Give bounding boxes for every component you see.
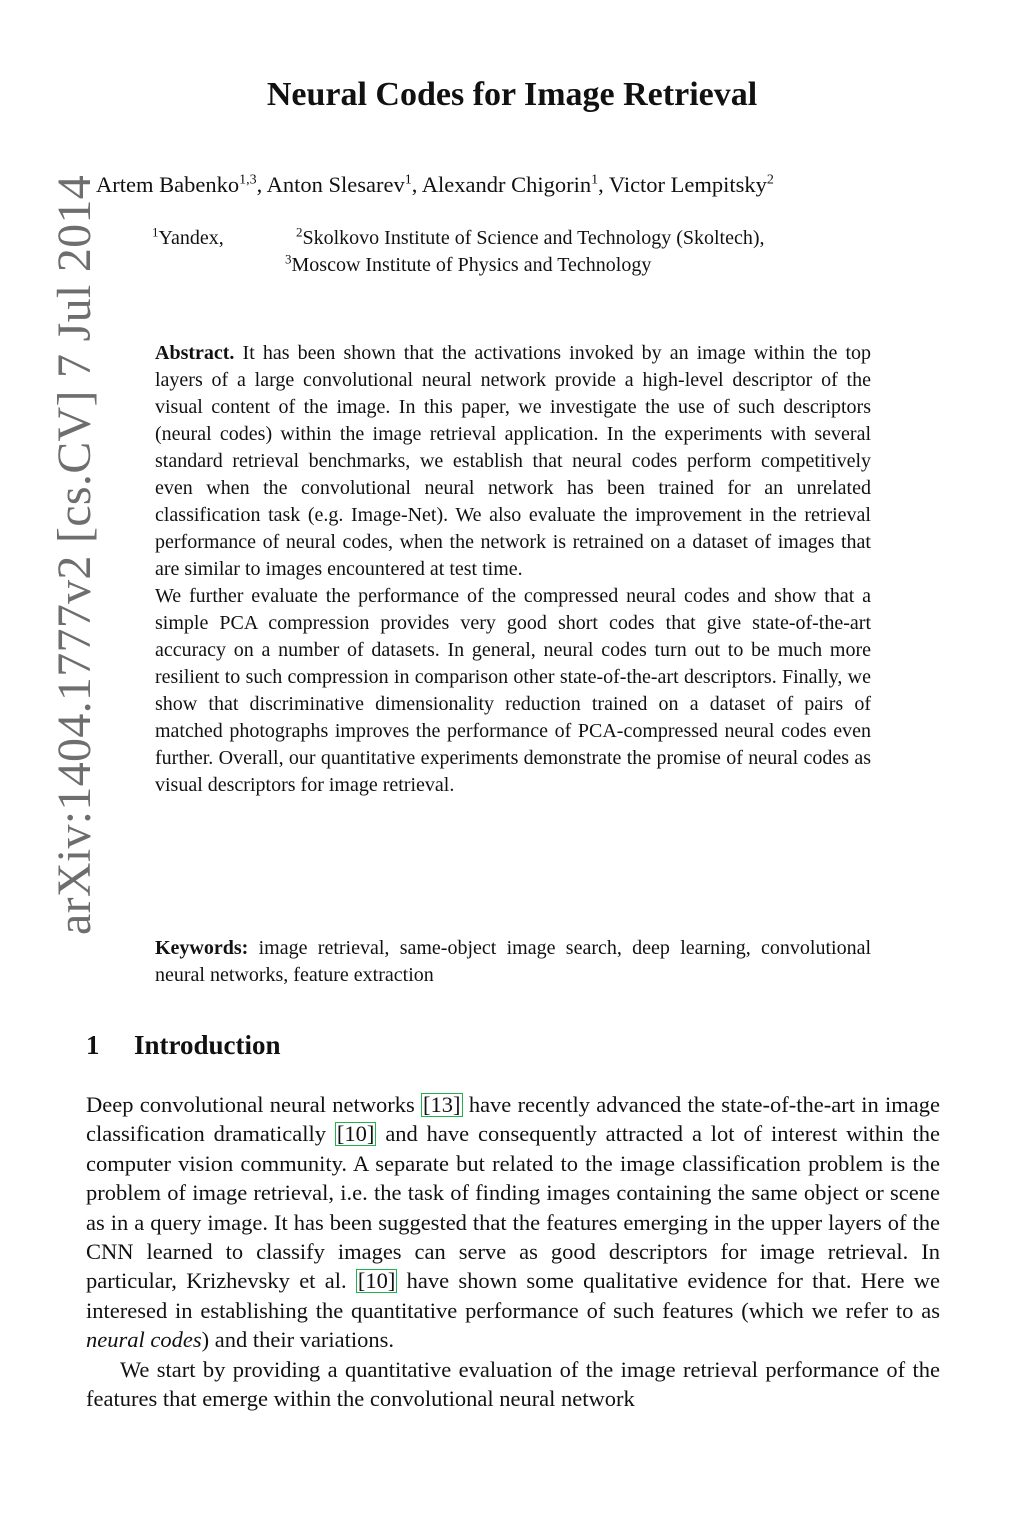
emphasis-term: neural codes <box>86 1327 202 1353</box>
section-heading <box>86 1030 281 1061</box>
keywords <box>155 935 871 989</box>
citation-link[interactable]: [10] <box>357 1268 396 1294</box>
affiliation-mark: 3 <box>285 251 292 267</box>
abstract <box>155 340 871 799</box>
body-text-run: have recently advanced the state-of-the-art in image classification dramatically <box>86 1092 941 1147</box>
author-name: Victor Lempitsky <box>608 172 767 197</box>
affiliation-yandex <box>152 224 224 250</box>
author-name: Anton Slesarev <box>266 172 405 197</box>
abstract-text: It has been shown that the activations invoked by an image within the top layers of a large convolutional neural network provide a high-level descriptor of the visual content of the image. In this paper, we investigate the use of such descriptors (neural codes) within the image retrieval application. In the experiments with several standard retrieval benchmarks, we establish that neural codes perform competitively even when the convolutional neural network has been trained for an unrelated classification task (e.g. Image-Net). We also evaluate the improvement in the retrieval performance of neural codes, when the network is retrained on a dataset of images that are similar to images encountered at test time. <box>155 342 872 580</box>
citation-link[interactable]: [13] <box>423 1092 461 1117</box>
keywords-label: Keywords: <box>155 937 249 959</box>
affiliation-skoltech <box>296 224 765 250</box>
introduction-body <box>86 1090 940 1413</box>
arxiv-identifier: arXiv:1404.1777v2 [cs.CV] 7 Jul 2014 <box>48 174 101 935</box>
section-title: Introduction <box>134 1030 281 1060</box>
author-affiliation-mark: 2 <box>766 172 774 188</box>
body-text-run: and have consequently attracted a lot of interest within the computer vision community. A separate but related to the image classification problem is the problem of image retrieval, i.e. the task of finding images containing the same object or scene as in a query image. It has been suggested that the features emerging in the upper layers of the CNN learned to classify images can serve as good descriptors for image retrieval. In particular, Krizhevsky et al. <box>86 1121 941 1294</box>
affiliation-text: Moscow Institute of Physics and Technology <box>291 254 652 276</box>
body-paragraph <box>86 1090 940 1355</box>
affiliation-text: Skolkovo Institute of Science and Technology (Skoltech), <box>302 227 765 249</box>
keywords-text: image retrieval, same-object image search, deep learning, convolutional neural networks, feature extraction <box>155 937 872 986</box>
section-number: 1 <box>86 1030 100 1060</box>
body-text-run: ) and their variations. <box>201 1327 395 1353</box>
affiliation-mark: 1 <box>152 224 159 240</box>
body-text-run: have shown some qualitative evidence for that. Here we interesed in establishing the quantitative performance of such features (which we refer to as <box>86 1268 941 1323</box>
paper-title: Neural Codes for Image Retrieval <box>266 76 758 113</box>
affiliation-mipt <box>285 251 652 277</box>
abstract-paragraph: We further evaluate the performance of the compressed neural codes and show that a simple PCA compression provides very good short codes that give state-of-the-art accuracy on a number of datasets. In general, neural codes turn out to be much more resilient to such compression in comparison other state-of-the-art descriptors. Finally, we show that discriminative dimensionality reduction trained on a dataset of pairs of matched photographs improves the performance of PCA-compressed neural codes even further. Overall, our quantitative experiments demonstrate the promise of neural codes as visual descriptors for image retrieval. <box>155 585 871 796</box>
author-affiliation-mark: 1 <box>404 172 412 188</box>
author-name: Artem Babenko <box>96 172 240 197</box>
affiliation-mark: 2 <box>296 224 303 240</box>
body-text-run: Deep convolutional neural networks <box>86 1092 415 1117</box>
citation-link[interactable]: [10] <box>336 1121 375 1147</box>
abstract-paragraph <box>155 340 871 583</box>
author-affiliation-mark: 1 <box>591 172 599 188</box>
author-affiliation-mark: 1,3 <box>239 172 257 188</box>
author-list: Artem Babenko$^{1,3}$, Anton Slesarev$^1$, Alexandr Chigorin$^1$, Victor Lempitsky$^2$ <box>96 172 774 197</box>
body-paragraph: We start by providing a quantitative evaluation of the image retrieval performance of the features that emerge within the convolutional neural network <box>86 1356 940 1412</box>
affiliation-text: Yandex, <box>158 227 224 249</box>
author-name: Alexandr Chigorin <box>421 172 592 197</box>
abstract-label: Abstract. <box>155 342 235 364</box>
